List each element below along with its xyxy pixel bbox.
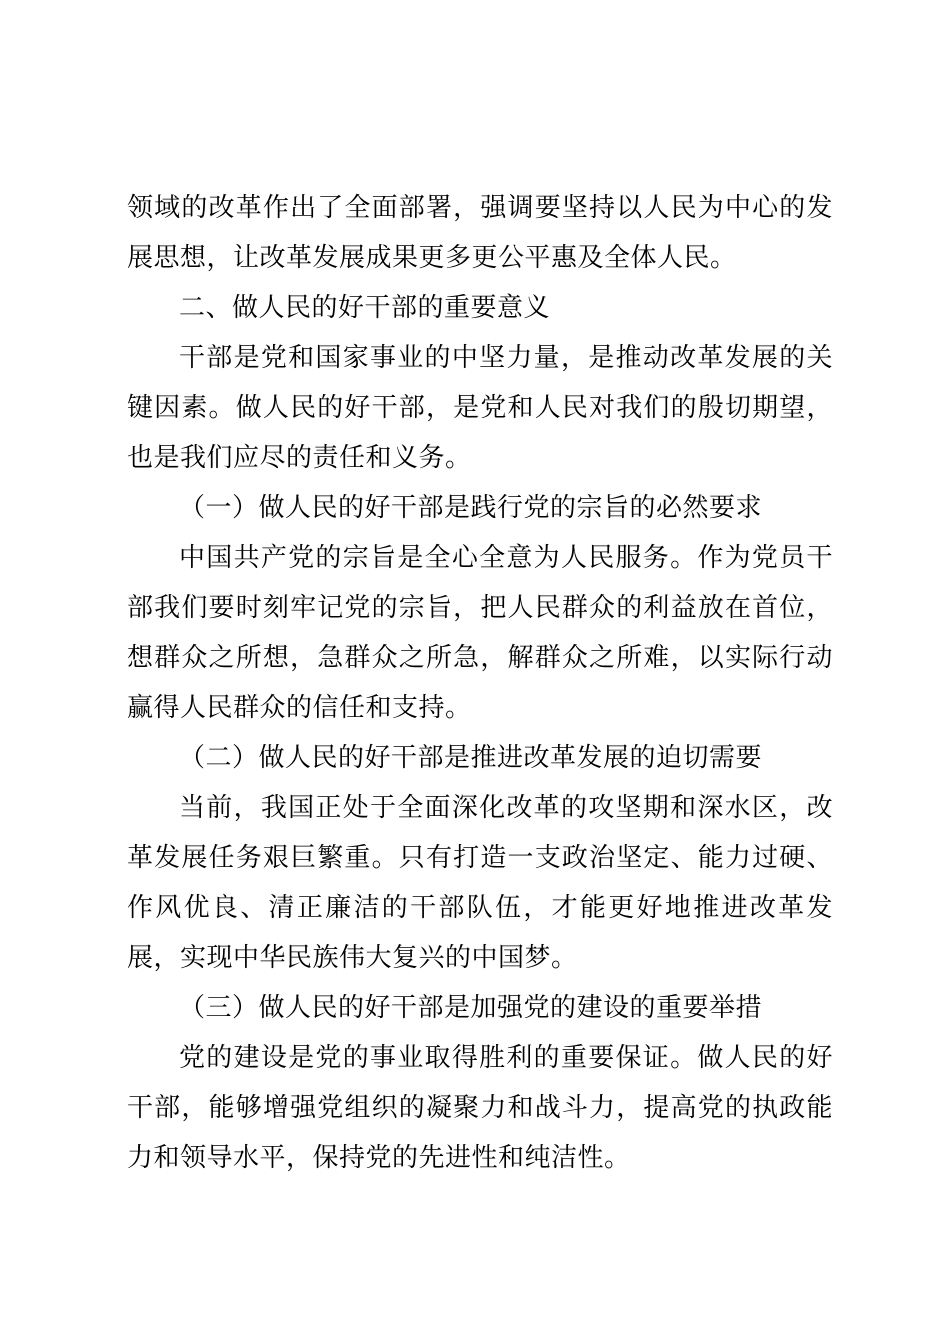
body-paragraph: 当前，我国正处于全面深化改革的攻坚期和深水区，改革发展任务艰巨繁重。只有打造一支政治坚定、能力过硬、作风优良、清正廉洁的干部队伍，才能更好地推进改革发展，实现中华民族伟大复兴的中国梦。 [127,793,833,973]
subsection-heading: （三）做人民的好干部是加强党的建设的重要举措 [179,993,763,1023]
body-paragraph: 中国共产党的宗旨是全心全意为人民服务。作为党员干部我们要时刻牢记党的宗旨，把人民群众的利益放在首位，想群众之所想，急群众之所急，解群众之所难，以实际行动赢得人民群众的信任和支持。 [127,543,833,723]
subsection-heading: （一）做人民的好干部是践行党的宗旨的必然要求 [179,493,763,523]
body-paragraph: 党的建设是党的事业取得胜利的重要保证。做人民的好干部，能够增强党组织的凝聚力和战斗力，提高党的执政能力和领导水平，保持党的先进性和纯洁性。 [127,1043,833,1173]
subsection-heading: （二）做人民的好干部是推进改革发展的迫切需要 [179,743,763,773]
section-heading: 二、做人民的好干部的重要意义 [179,293,551,323]
body-paragraph: 领域的改革作出了全面部署，强调要坚持以人民为中心的发展思想，让改革发展成果更多更公平惠及全体人民。 [127,193,833,273]
body-paragraph: 干部是党和国家事业的中坚力量，是推动改革发展的关键因素。做人民的好干部，是党和人民对我们的殷切期望，也是我们应尽的责任和义务。 [127,343,833,473]
document-body [127,183,833,1183]
